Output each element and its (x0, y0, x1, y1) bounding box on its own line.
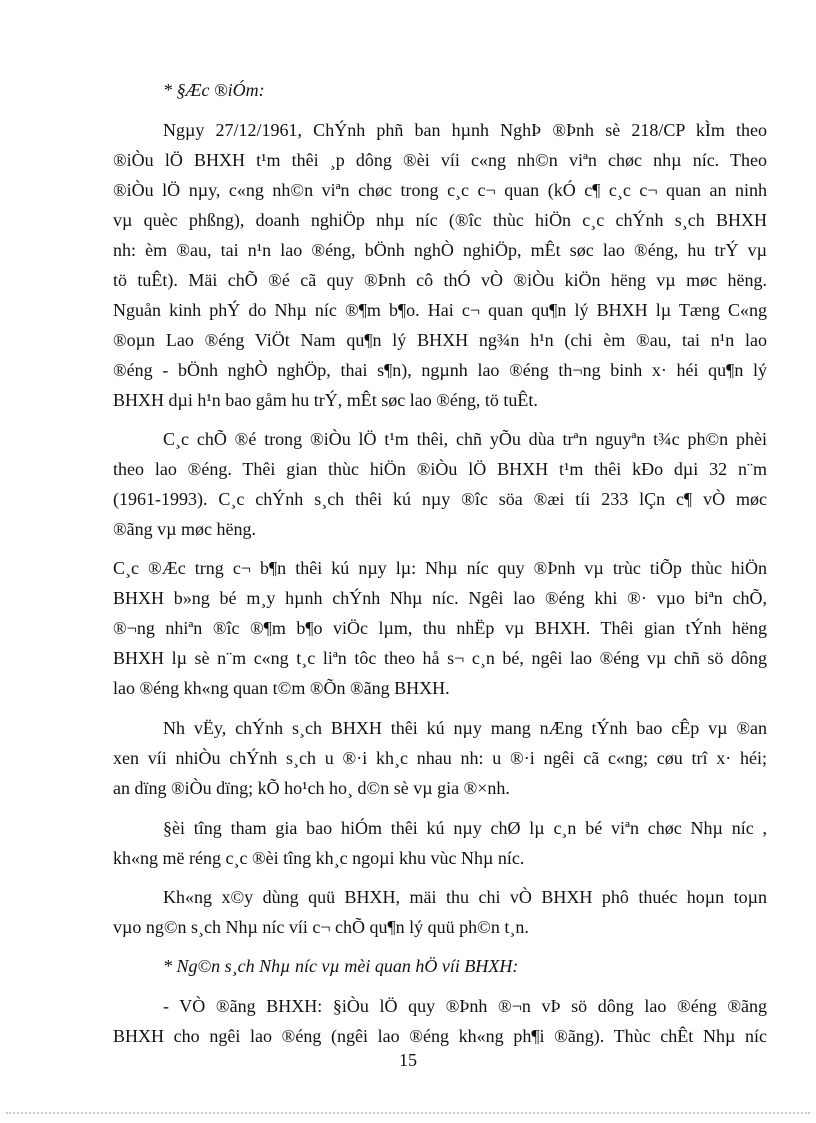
page-border-dotted (6, 1112, 810, 1114)
page-number: 15 (399, 1050, 417, 1070)
text-line: ®ãng vµ møc hëng. (113, 519, 257, 539)
text-line: ®éng - bÖnh nghÒ nghÖp, thai s¶n), ngµnh lao ®éng th¬ng binh x· héi qu¶n lý (113, 360, 767, 380)
text-line: vµo ng©n s¸ch Nhµ níc víi c¬ chÕ qu¶n lý quü ph©n t¸n. (113, 917, 529, 937)
text-line: vµ quèc phßng), doanh nghiÖp nhµ níc (®îc thùc hiÖn c¸c chÝnh s¸ch BHXH (113, 210, 767, 230)
section-heading: * Ng©n s¸ch Nhµ níc vµ mèi quan hÖ víi BHXH: (163, 956, 519, 976)
text-line: C¸c ®Æc trng c¬ b¶n thêi kú nµy lµ: Nhµ níc quy ®Þnh vµ trùc tiÕp thùc hiÖn (113, 558, 767, 578)
text-line: C¸c chÕ ®é trong ®iÒu lÖ t¹m thêi, chñ yÕu dùa trªn nguyªn t¾c ph©n phèi (163, 429, 767, 449)
text-line: an dïng ®iÒu dïng; kÕ ho¹ch ho¸ d©n sè vµ gia ®×nh. (113, 778, 510, 798)
text-line: lao ®éng kh«ng quan t©m ®Õn ®ãng BHXH. (113, 678, 450, 698)
section-heading: * §Æc ®iÓm: (163, 80, 265, 100)
text-line: ®oµn Lao ®éng ViÖt Nam qu¶n lý BHXH ng¾n h¹n (chi èm ®au, tai n¹n lao (113, 330, 767, 350)
text-line: nh: èm ®au, tai n¹n lao ®éng, bÖnh nghÒ nghiÖp, mÊt søc lao ®éng, hu trÝ vµ (113, 240, 767, 260)
text-line: BHXH dµi h¹n bao gåm hu trÝ, mÊt søc lao ®éng, tö tuÊt. (113, 390, 538, 410)
text-line: BHXH lµ sè n¨m c«ng t¸c liªn tôc theo hå s¬ c¸n bé, ngêi lao ®éng vµ chñ sö dông (113, 648, 767, 668)
text-line: Nguån kinh phÝ do Nhµ níc ®¶m b¶o. Hai c¬ quan qu¶n lý BHXH lµ Tæng C«ng (113, 300, 767, 320)
text-line: kh«ng më réng c¸c ®èi tîng kh¸c ngoµi khu vùc Nhµ níc. (113, 848, 525, 868)
text-line: ®iÒu lÖ nµy, c«ng nh©n viªn chøc trong c¸c c¬ quan (kÓ c¶ c¸c c¬ quan an ninh (113, 180, 767, 200)
text-line: Kh«ng x©y dùng quü BHXH, mäi thu chi vÒ BHXH phô thuéc hoµn toµn (163, 887, 767, 907)
text-line: ®iÒu lÖ BHXH t¹m thêi ¸p dông ®èi víi c«ng nh©n viªn chøc nhµ níc. Theo (113, 150, 767, 170)
text-line: BHXH b»ng bé m¸y hµnh chÝnh Nhµ níc. Ngêi lao ®éng khi ®· vµo biªn chÕ, (113, 588, 767, 608)
text-line: - VÒ ®ãng BHXH: §iÒu lÖ quy ®Þnh ®¬n vÞ sö dông lao ®éng ®ãng (163, 996, 767, 1016)
text-line: Ngµy 27/12/1961, ChÝnh phñ ban hµnh NghÞ ®Þnh sè 218/CP kÌm theo (163, 120, 767, 140)
text-line: ®¬ng nhiªn ®îc ®¶m b¶o viÖc lµm, thu nhËp vµ BHXH. Thêi gian tÝnh hëng (113, 618, 767, 638)
text-line: xen víi nhiÒu chÝnh s¸ch u ®·i kh¸c nhau nh: u ®·i ngêi cã c«ng; cøu trî x· héi; (113, 748, 767, 768)
text-line: tö tuÊt). Mäi chÕ ®é cã quy ®Þnh cô thÓ vÒ ®iÒu kiÖn hëng vµ møc hëng. (113, 270, 767, 290)
text-line: theo lao ®éng. Thêi gian thùc hiÖn ®iÒu lÖ BHXH t¹m thêi kÐo dµi 32 n¨m (113, 459, 767, 479)
text-line: §èi tîng tham gia bao hiÓm thêi kú nµy chØ lµ c¸n bé viªn chøc Nhµ níc , (163, 818, 767, 838)
text-line: Nh vËy, chÝnh s¸ch BHXH thêi kú nµy mang nÆng tÝnh bao cÊp vµ ®an (163, 718, 767, 738)
text-line: BHXH cho ngêi lao ®éng (ngêi lao ®éng kh«ng ph¶i ®ãng). Thùc chÊt Nhµ níc (113, 1026, 767, 1046)
text-line: (1961-1993). C¸c chÝnh s¸ch thêi kú nµy ®îc söa ®æi tíi 233 lÇn c¶ vÒ møc (113, 489, 767, 509)
